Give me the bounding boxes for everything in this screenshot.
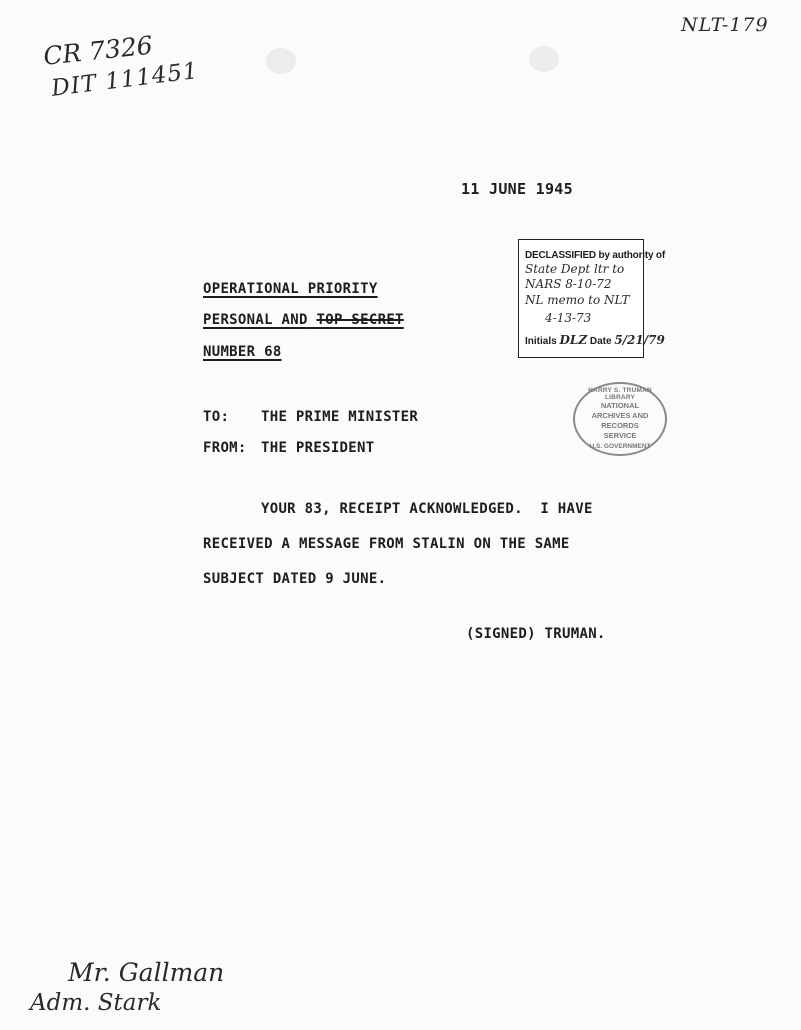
classification-line	[203, 312, 404, 328]
stamp-date-value: 5/21/79	[614, 333, 665, 347]
seal-inner-line-4: SERVICE	[603, 431, 637, 440]
classification-struck-out: TOP SECRET	[316, 312, 404, 328]
stamp-handwritten-line-4: 4-13-73	[545, 311, 592, 325]
punch-hole-right	[529, 46, 559, 72]
stamp-handwritten-line-3: NL memo to NLT	[525, 293, 630, 307]
seal-outer-text: HARRY S. TRUMAN LIBRARY	[588, 387, 652, 401]
seal-inner-line-1: NATIONAL	[600, 401, 640, 410]
stamp-initials-row	[525, 333, 665, 347]
to-label: TO:	[203, 409, 230, 425]
truman-library-seal	[573, 382, 667, 456]
stamp-handwritten-line-1: State Dept ltr to	[525, 262, 625, 276]
classification-prefix: PERSONAL AND	[203, 312, 308, 328]
stamp-initials-label: Initials	[525, 336, 557, 347]
from-value: THE PRESIDENT	[261, 440, 375, 456]
priority-line: OPERATIONAL PRIORITY	[203, 281, 378, 297]
declassification-stamp	[518, 239, 665, 358]
archive-mark-cr-number: CR 7326	[42, 30, 154, 71]
signature-line: (SIGNED) TRUMAN.	[466, 626, 606, 642]
message-number: NUMBER 68	[203, 344, 282, 360]
archive-mark-dit-number: DIT 111451	[50, 57, 201, 102]
to-value: THE PRIME MINISTER	[261, 409, 419, 425]
from-label: FROM:	[203, 440, 247, 456]
stamp-initials-value: DLZ	[559, 333, 588, 347]
seal-bottom-text: U.S. GOVERNMENT	[589, 443, 651, 450]
archive-mark-top-right: NLT-179	[681, 14, 769, 36]
distribution-note-2: Adm. Stark	[30, 990, 162, 1016]
body-line-1: YOUR 83, RECEIPT ACKNOWLEDGED. I HAVE	[261, 501, 593, 517]
stamp-date-label: Date	[589, 336, 612, 347]
document-date: 11 JUNE 1945	[461, 180, 573, 198]
distribution-note-1: Mr. Gallman	[68, 958, 225, 987]
stamp-handwritten-line-2: NARS 8-10-72	[525, 277, 612, 291]
body-line-2: RECEIVED A MESSAGE FROM STALIN ON THE SAME	[203, 536, 570, 552]
body-line-3: SUBJECT DATED 9 JUNE.	[203, 571, 387, 587]
seal-inner-line-3: RECORDS	[601, 421, 639, 430]
stamp-title: DECLASSIFIED by authority of	[525, 250, 665, 261]
punch-hole-left	[266, 48, 296, 74]
seal-inner-line-2: ARCHIVES AND	[591, 411, 649, 420]
